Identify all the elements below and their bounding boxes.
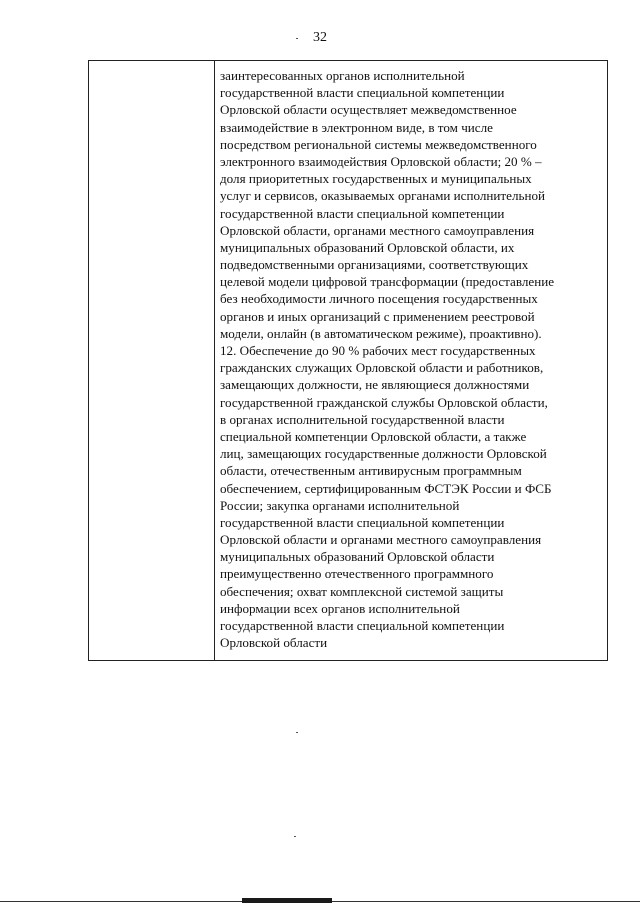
text-line: взаимодействие в электронном виде, в том числе [220, 119, 493, 135]
text-line: заинтересованных органов исполнительной [220, 68, 465, 83]
text-line: доля приоритетных государственных и муниципальных [220, 171, 532, 187]
text-line: в органах исполнительной государственной власти [220, 411, 505, 427]
text-line: Орловской области и органами местного самоуправления [220, 532, 542, 548]
table-cell-right [220, 67, 609, 651]
text-line: обеспечением, сертифицированным ФСТЭК России и ФСБ [220, 480, 552, 496]
text-line: посредством региональной системы межведомственного [220, 136, 537, 152]
scan-speck [296, 732, 298, 733]
scan-speck [294, 836, 296, 837]
text-line: услуг и сервисов, оказываемых органами исполнительной [220, 188, 546, 204]
text-line: государственной власти специальной компетенции [220, 85, 505, 101]
page-number: 32 [313, 30, 327, 45]
text-line: муниципальных образований Орловской области [220, 549, 495, 565]
column-divider [214, 61, 215, 660]
text-line: Орловской области [220, 635, 328, 651]
text-line: гражданских служащих Орловской области и работников, [220, 360, 544, 376]
text-line: замещающих должности, не являющиеся должностями [220, 377, 530, 393]
text-line: государственной власти специальной компетенции [220, 205, 505, 221]
text-line: целевой модели цифровой трансформации (предоставление [220, 274, 555, 290]
text-line: муниципальных образований Орловской области, их [220, 239, 515, 255]
table-cell-left [89, 61, 214, 660]
text-line: области, отечественным антивирусным программным [220, 463, 522, 479]
text-line: лиц, замещающих государственные должности Орловской [220, 446, 547, 462]
text-line: информации всех органов исполнительной [220, 600, 460, 616]
text-line: электронного взаимодействия Орловской области; 20 % – [220, 153, 542, 169]
text-line: органов и иных организаций с применением реестровой [220, 308, 535, 324]
footer-scan-mark [242, 898, 332, 903]
text-line: Орловской области осуществляет межведомственное [220, 102, 517, 118]
text-line: обеспечения; охват комплексной системой защиты [220, 583, 504, 599]
text-line: Орловской области, органами местного самоуправления [220, 222, 535, 238]
text-line: государственной гражданской службы Орловской области, [220, 394, 548, 410]
text-line: преимущественно отечественного программного [220, 566, 494, 582]
text-line: государственной власти специальной компетенции [220, 618, 505, 633]
text-line: государственной власти специальной компетенции [220, 514, 505, 530]
text-line: без необходимости личного посещения государственных [220, 291, 538, 307]
text-line: модели, онлайн (в автоматическом режиме), проактивно). [220, 325, 542, 341]
text-line: 12. Обеспечение до 90 % рабочих мест государственных [220, 343, 536, 358]
text-line: специальной компетенции Орловской области, а также [220, 428, 527, 444]
text-line: подведомственными организациями, соответствующих [220, 257, 529, 273]
document-table [88, 60, 608, 661]
scan-speck [296, 38, 298, 39]
text-line: России; закупка органами исполнительной [220, 497, 460, 513]
